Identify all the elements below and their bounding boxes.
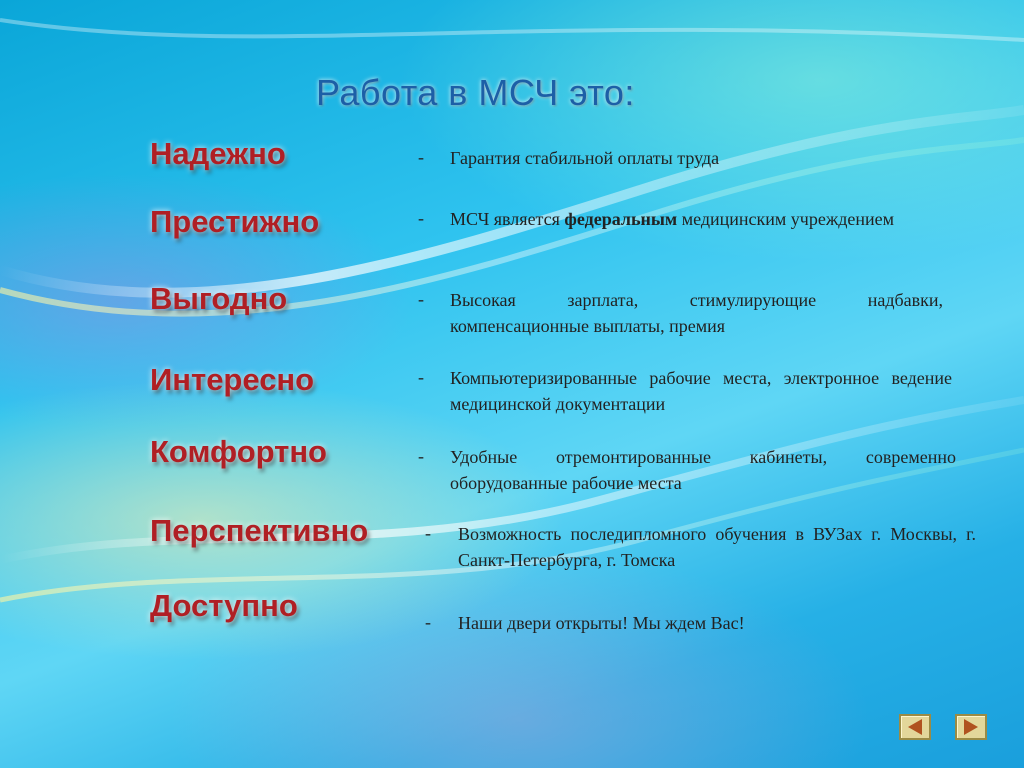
row-description: Компьютеризированные рабочие места, электронное ведение медицинской документации <box>450 368 952 414</box>
keyword-comfortable: Комфортно <box>150 434 327 469</box>
row-description-bold: федеральным <box>564 209 678 229</box>
prev-slide-button[interactable] <box>899 714 931 740</box>
keyword-reliable: Надежно <box>150 136 286 171</box>
keyword-prestigious: Престижно <box>150 204 320 239</box>
keyword-interesting: Интересно <box>150 362 315 397</box>
row-dash: - <box>418 147 424 167</box>
row-description: Высокая зарплата, стимулирующие надбавки, компенсационные выплаты, премия <box>450 290 943 336</box>
keyword-accessible: Доступно <box>150 588 298 623</box>
arrow-right-icon <box>957 716 985 738</box>
row-dash: - <box>418 289 424 309</box>
row-description <box>450 206 943 232</box>
row-description-part: медицинским учреждением <box>677 209 895 229</box>
next-slide-button[interactable] <box>955 714 987 740</box>
row-dash: - <box>418 367 424 387</box>
row-description: Наши двери открыты! Мы ждем Вас! <box>458 613 745 633</box>
keyword-promising: Перспективно <box>150 513 369 548</box>
row-dash: - <box>425 612 431 632</box>
row-description-part: МСЧ является <box>450 209 565 229</box>
row-dash: - <box>418 446 424 466</box>
row-dash: - <box>418 208 424 228</box>
keyword-profitable: Выгодно <box>150 281 288 316</box>
row-description: Удобные отремонтированные кабинеты, современно оборудованные рабочие места <box>450 447 956 493</box>
row-dash: - <box>425 523 431 543</box>
arrow-left-icon <box>901 716 929 738</box>
slide-title: Работа в МСЧ это: <box>316 72 635 113</box>
row-description: Возможность последипломного обучения в ВУЗах г. Москвы, г. Санкт-Петербурга, г. Томска <box>458 524 976 570</box>
row-description: Гарантия стабильной оплаты труда <box>450 148 720 168</box>
